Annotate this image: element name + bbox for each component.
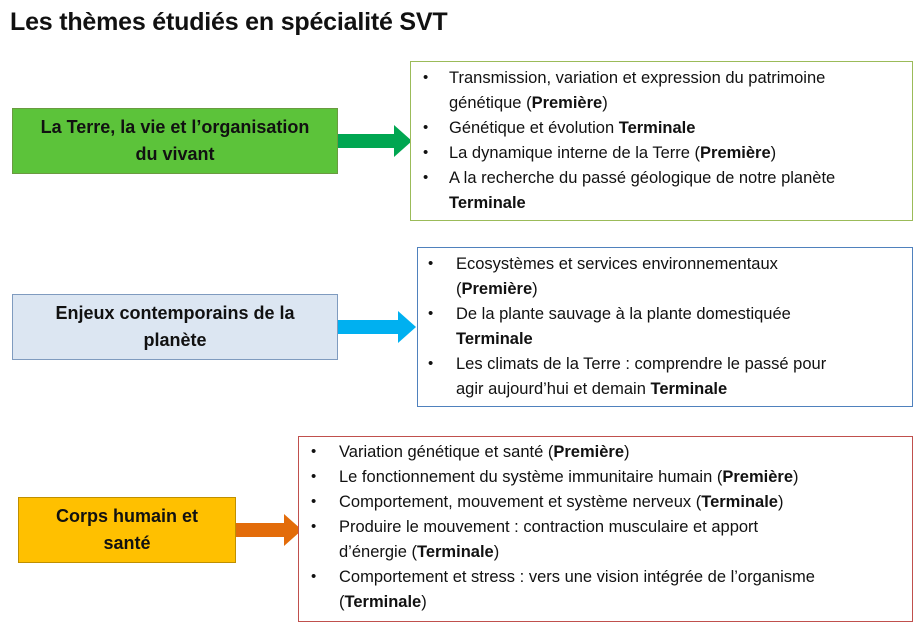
list-box-terre-vie: • Transmission, variation et expression du patrimoine génétique (Première) • Génétique et évolution Terminale • La dynamique interne de la Terre (Première) • A la recherche du passé géologique de notre planète Terminale xyxy=(410,61,913,221)
theme-box-terre-vie xyxy=(12,108,338,174)
item-text: Le fonctionnement du système immunitaire humain xyxy=(339,468,717,486)
theme-label-line2: du vivant xyxy=(135,144,215,164)
level-badge: Terminale xyxy=(344,592,422,611)
theme-box-corps-humain xyxy=(18,497,236,563)
item-text: Comportement, mouvement et système nerveux xyxy=(339,493,696,511)
item-text: De la plante sauvage à la plante domestiquée xyxy=(456,305,791,323)
level-badge: Première xyxy=(531,93,603,112)
level-badge: Terminale xyxy=(449,193,526,212)
theme-label-line2: santé xyxy=(103,533,151,553)
item-text: Transmission, variation et expression du patrimoine xyxy=(449,69,826,87)
item-text-cont: agir aujourd’hui et demain xyxy=(456,379,651,398)
theme-label-line1: Corps humain et xyxy=(55,506,198,526)
level-badge: Terminale xyxy=(416,542,494,561)
item-text: Comportement et stress : vers une vision intégrée de l’organisme xyxy=(339,568,815,586)
level-badge: Première xyxy=(722,468,793,486)
level-badge: Terminale xyxy=(456,329,533,348)
arrow-right-icon xyxy=(236,514,304,546)
level-badge: Terminale xyxy=(701,493,778,511)
item-text: Génétique et évolution xyxy=(449,119,619,137)
theme-label-line2: planète xyxy=(143,330,207,350)
level-badge: Terminale xyxy=(650,379,728,398)
item-tail: ) xyxy=(602,93,608,112)
item-text: Produire le mouvement : contraction musculaire et apport xyxy=(339,518,759,536)
item-text: Variation génétique et santé xyxy=(339,443,548,461)
level-badge: Terminale xyxy=(618,119,696,137)
theme-label-line1: La Terre, la vie et l’organisation xyxy=(40,117,310,137)
item-text-cont: d’énergie xyxy=(339,542,412,561)
theme-box-enjeux xyxy=(12,294,338,360)
arrow-right-icon xyxy=(338,311,418,343)
item-text: Les climats de la Terre : comprendre le passé pour xyxy=(456,355,827,373)
level-badge: Première xyxy=(700,144,771,162)
page-title: Les thèmes étudiés en spécialité SVT xyxy=(10,8,448,36)
list-box-enjeux: • Ecosystèmes et services environnementaux (Première) • De la plante sauvage à la plante domestiquée Terminale • Les climats de la Terre : comprendre le passé pour agir aujourd’hui et demain Terminale xyxy=(417,247,913,407)
level-badge: Première xyxy=(553,443,624,461)
arrow-right-icon xyxy=(338,125,414,157)
item-tail: ) xyxy=(770,144,777,162)
theme-label-line1: Enjeux contemporains de la xyxy=(55,303,295,323)
item-text: La dynamique interne de la Terre ( xyxy=(449,144,701,162)
list-box-corps-humain: • Variation génétique et santé (Première) • Le fonctionnement du système immunitaire humain (Première) • Comportement, mouvement et système nerveux (Terminale) • Produire le mouvement : contraction musculaire et apport d’énergie (Terminale) • Comportement et stress : vers une vision intégrée de l’organisme (Terminale) xyxy=(298,436,913,622)
item-text: Ecosystèmes et services environnementaux xyxy=(456,255,778,273)
item-tail: ) xyxy=(532,279,538,298)
level-badge: Première xyxy=(461,279,533,298)
item-text-cont: génétique ( xyxy=(449,93,532,112)
item-text: A la recherche du passé géologique de notre planète xyxy=(449,169,836,187)
